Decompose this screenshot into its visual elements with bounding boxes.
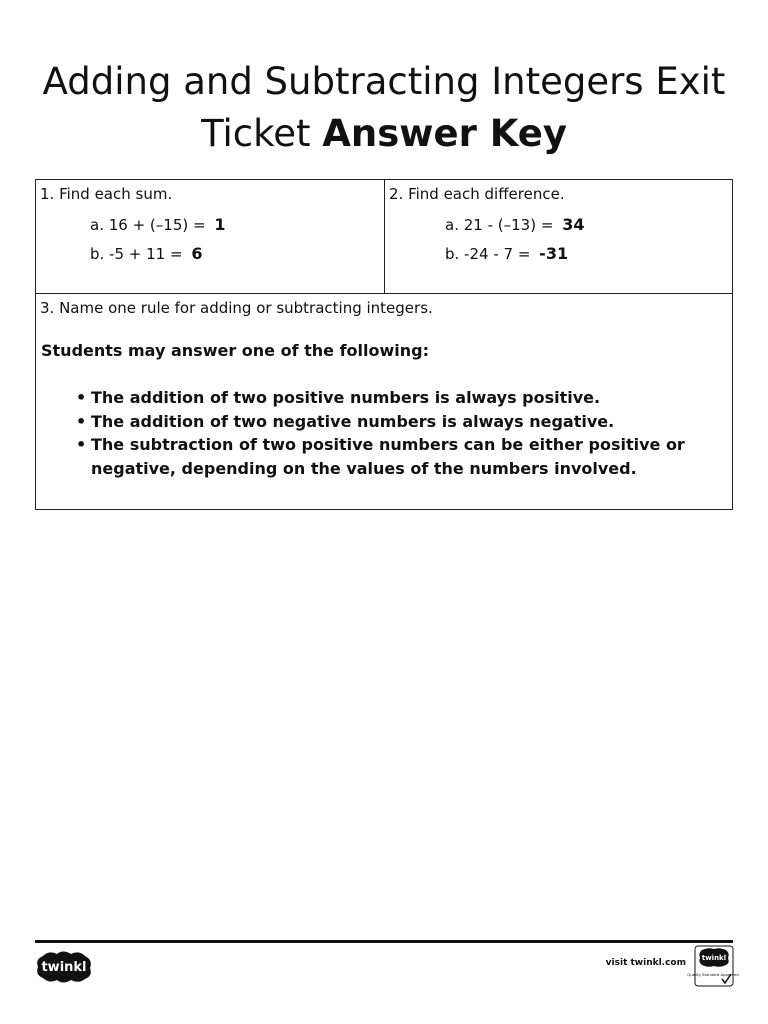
question-1a-answer: 1 — [214, 215, 226, 234]
question-3-lead: Students may answer one of the following: — [41, 341, 429, 360]
list-item: • The addition of two negative numbers is always negative. — [76, 410, 696, 434]
question-1b — [90, 244, 202, 263]
twinkl-logo[interactable] — [35, 950, 93, 984]
list-item: • The addition of two positive numbers is always positive. — [76, 386, 696, 410]
badge-brand: twinkl — [701, 954, 727, 962]
title-line-1: Adding and Subtracting Integers Exit — [42, 60, 726, 103]
question-2a-answer: 34 — [562, 215, 585, 234]
question-2b-answer: -31 — [539, 244, 569, 263]
question-2b-expression: b. -24 - 7 = — [445, 245, 531, 263]
question-1-prompt: 1. Find each sum. — [40, 185, 173, 203]
question-1a — [90, 215, 225, 234]
question-3-cell — [36, 294, 732, 509]
list-item: • The subtraction of two positive numbers can be either positive or negative, depending on the values of the numbers involved. — [76, 433, 696, 480]
question-2a — [445, 215, 584, 234]
rules-list — [76, 386, 696, 480]
title-prefix: Ticket — [201, 112, 323, 155]
page-title — [0, 56, 768, 160]
exit-ticket-table — [35, 179, 733, 510]
question-1b-expression: b. -5 + 11 = — [90, 245, 183, 263]
question-2b — [445, 244, 568, 263]
title-line-2 — [0, 108, 768, 160]
question-3-prompt: 3. Name one rule for adding or subtracting integers. — [40, 299, 433, 317]
footer-divider — [35, 940, 733, 943]
question-1a-expression: a. 16 + (–15) = — [90, 216, 206, 234]
badge-caption: Quality Standard Approved — [687, 972, 739, 977]
question-1b-answer: 6 — [191, 244, 203, 263]
logo-text: twinkl — [41, 960, 87, 975]
question-2-cell — [385, 180, 732, 294]
quality-badge — [687, 945, 739, 987]
title-answer-key: Answer Key — [322, 112, 567, 155]
question-1-cell — [36, 180, 385, 294]
question-2a-expression: a. 21 - (–13) = — [445, 216, 554, 234]
visit-link[interactable]: visit twinkl.com — [605, 958, 686, 968]
question-2-prompt: 2. Find each difference. — [389, 185, 565, 203]
